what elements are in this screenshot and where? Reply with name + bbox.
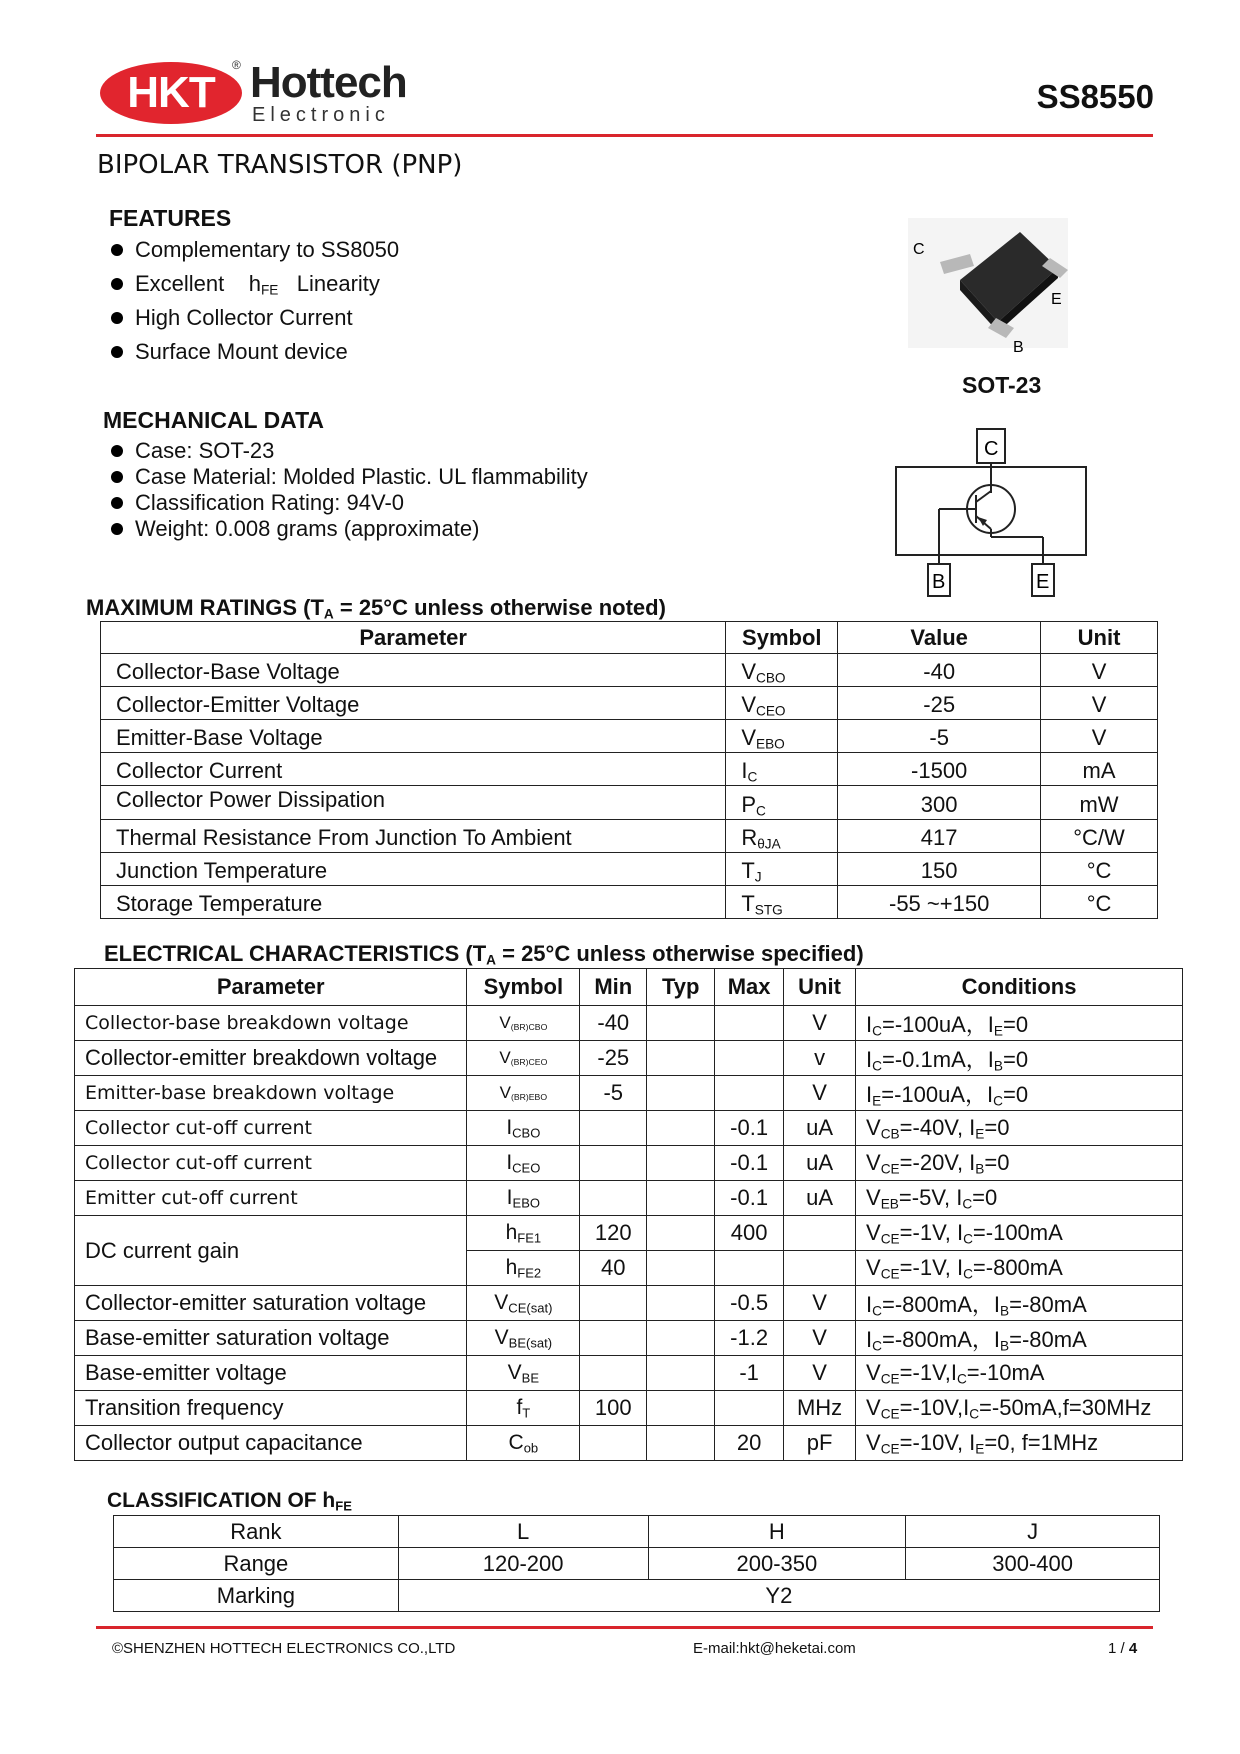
cell-typ <box>647 1216 715 1251</box>
cell-typ <box>647 1356 715 1391</box>
cell-unit: V <box>1041 687 1158 720</box>
cell-parameter: Collector cut-off current <box>75 1111 467 1146</box>
cell-value: 417 <box>838 820 1041 853</box>
cell-conditions: $V_{CE}=-1V$, $I_C=-800mA$ <box>856 1251 1183 1286</box>
cell-min: -40 <box>580 1006 647 1041</box>
cell-unit: MHz <box>784 1391 856 1426</box>
cell-symbol: $T_J$ <box>726 853 838 886</box>
table-row <box>101 753 1158 786</box>
cell-value: -40 <box>838 654 1041 687</box>
cell-symbol: $f_T$ <box>467 1391 580 1426</box>
cell-symbol: $V_{CBO}$ <box>726 654 838 687</box>
footer-divider <box>96 1626 1153 1629</box>
cell-max: -0.1 <box>715 1181 784 1216</box>
cell-typ <box>647 1286 715 1321</box>
table-row <box>114 1548 1160 1580</box>
cell-conditions: $V_{CB}=-40V$, $I_E=0$ <box>856 1111 1183 1146</box>
logo-subtitle: Electronic <box>252 104 390 126</box>
features-heading: FEATURES <box>109 205 232 231</box>
header-min: Min <box>580 969 647 1006</box>
table-row <box>75 1356 1183 1391</box>
hfe-classification-table <box>113 1515 1160 1612</box>
header-unit: Unit <box>1041 622 1158 654</box>
list-item: Complementary to SS8050 <box>103 233 803 267</box>
cell-conditions: $I_C=-0.1mA$，$I_B=0$ <box>856 1041 1183 1076</box>
cell-unit: V <box>784 1286 856 1321</box>
cell-conditions: $V_{CE}=-20V$, $I_B=0$ <box>856 1146 1183 1181</box>
header-conditions: Conditions <box>856 969 1183 1006</box>
cell-unit: V <box>784 1356 856 1391</box>
cell-typ <box>647 1321 715 1356</box>
cell-symbol: $h_{FE1}$ <box>467 1216 580 1251</box>
cell-parameter: Base-emitter saturation voltage <box>75 1321 467 1356</box>
cell-parameter: Collector-base breakdown voltage <box>75 1006 467 1041</box>
cell-unit: uA <box>784 1181 856 1216</box>
cell-parameter: Collector-Emitter Voltage <box>101 687 726 720</box>
cell-unit: uA <box>784 1146 856 1181</box>
footer-email: E-mail:hkt@heketai.com <box>693 1640 856 1657</box>
cell-marking: Y2 <box>398 1580 1159 1612</box>
table-row <box>75 1006 1183 1041</box>
table-row <box>101 886 1158 919</box>
header-parameter: Parameter <box>101 622 726 654</box>
cell-typ <box>647 1041 715 1076</box>
cell-parameter: Thermal Resistance From Junction To Ambient <box>101 820 726 853</box>
cell-label: Marking <box>114 1580 399 1612</box>
cell-min: 100 <box>580 1391 647 1426</box>
cell-conditions: $I_E=-100uA$，$I_C=0$ <box>856 1076 1183 1111</box>
cell-typ <box>647 1251 715 1286</box>
table-header-row <box>101 622 1158 654</box>
header-typ: Typ <box>647 969 715 1006</box>
cell-unit: °C <box>1041 853 1158 886</box>
cell-parameter: Junction Temperature <box>101 853 726 886</box>
cell-conditions: $I_C=-800mA$，$I_B=-80mA$ <box>856 1286 1183 1321</box>
part-number: SS8550 <box>1036 78 1154 115</box>
classification-heading: CLASSIFICATION OF $h_{FE}$ <box>107 1489 352 1514</box>
cell-parameter: Emitter-base breakdown voltage <box>75 1076 467 1111</box>
cell-typ <box>647 1111 715 1146</box>
table-row <box>101 786 1158 820</box>
table-row <box>75 1146 1183 1181</box>
cell-rank: L <box>398 1516 648 1548</box>
electrical-characteristics-table <box>74 968 1183 1461</box>
table-row <box>75 1041 1183 1076</box>
cell-conditions: $V_{EB}=-5V$, $I_C=0$ <box>856 1181 1183 1216</box>
cell-value: -1500 <box>838 753 1041 786</box>
cell-max <box>715 1006 784 1041</box>
cell-max <box>715 1041 784 1076</box>
cell-typ <box>647 1006 715 1041</box>
cell-unit: V <box>784 1006 856 1041</box>
cell-min <box>580 1286 647 1321</box>
header-symbol: Symbol <box>726 622 838 654</box>
list-item: Weight: 0.008 grams (approximate) <box>103 516 803 542</box>
pin-label-e: E <box>1051 291 1062 308</box>
header-symbol: Symbol <box>467 969 580 1006</box>
maximum-ratings-table <box>100 621 1158 919</box>
cell-parameter: Collector Current <box>101 753 726 786</box>
table-row <box>101 687 1158 720</box>
cell-max: -1 <box>715 1356 784 1391</box>
cell-rank: J <box>906 1516 1160 1548</box>
cell-range: 120-200 <box>398 1548 648 1580</box>
cell-value: -25 <box>838 687 1041 720</box>
cell-unit: V <box>1041 654 1158 687</box>
cell-label: Range <box>114 1548 399 1580</box>
cell-unit: V <box>1041 720 1158 753</box>
cell-parameter: Emitter-Base Voltage <box>101 720 726 753</box>
cell-symbol: $V_{(BR)CBO}$ <box>467 1006 580 1041</box>
table-header-row <box>75 969 1183 1006</box>
cell-unit: mW <box>1041 786 1158 820</box>
pin-label-c: C <box>913 241 925 258</box>
cell-max: -0.5 <box>715 1286 784 1321</box>
header-max: Max <box>715 969 784 1006</box>
cell-conditions: $I_C=-100uA$，$I_E=0$ <box>856 1006 1183 1041</box>
table-row <box>75 1426 1183 1461</box>
electrical-heading: ELECTRICAL CHARACTERISTICS ($T_A = 25^\circ C$ unless otherwise specified) <box>104 941 864 968</box>
header-value: Value <box>838 622 1041 654</box>
cell-unit <box>784 1251 856 1286</box>
cell-typ <box>647 1146 715 1181</box>
cell-symbol: $I_C$ <box>726 753 838 786</box>
cell-min: 40 <box>580 1251 647 1286</box>
features-list <box>103 233 803 369</box>
cell-value: -5 <box>838 720 1041 753</box>
header-unit: Unit <box>784 969 856 1006</box>
mechanical-list <box>103 438 803 542</box>
cell-symbol: $V_{BE(sat)}$ <box>467 1321 580 1356</box>
table-row <box>101 820 1158 853</box>
cell-symbol: $V_{(BR)CEO}$ <box>467 1041 580 1076</box>
cell-typ <box>647 1076 715 1111</box>
pnp-schematic-diagram <box>890 425 1100 600</box>
cell-parameter: Collector-emitter saturation voltage <box>75 1286 467 1321</box>
header-divider <box>96 134 1153 137</box>
logo-name: Hottech <box>250 58 407 107</box>
cell-value: 150 <box>838 853 1041 886</box>
cell-parameter: Emitter cut-off current <box>75 1181 467 1216</box>
cell-symbol: $h_{FE2}$ <box>467 1251 580 1286</box>
registered-mark: ® <box>232 58 241 72</box>
cell-max <box>715 1391 784 1426</box>
cell-conditions: $V_{CE}=-1V,I_C=-10mA$ <box>856 1356 1183 1391</box>
list-item: Case: SOT-23 <box>103 438 803 464</box>
cell-min: -25 <box>580 1041 647 1076</box>
cell-max: -0.1 <box>715 1111 784 1146</box>
cell-symbol: $I_{CEO}$ <box>467 1146 580 1181</box>
cell-symbol: $V_{CEO}$ <box>726 687 838 720</box>
cell-min: 120 <box>580 1216 647 1251</box>
schematic-pin-b: B <box>932 571 946 593</box>
cell-min <box>580 1111 647 1146</box>
cell-unit: °C <box>1041 886 1158 919</box>
table-row <box>75 1216 1183 1251</box>
list-item: High Collector Current <box>103 301 803 335</box>
cell-conditions: $V_{CE}=-10V$, $I_E=0$, f=1MHz <box>856 1426 1183 1461</box>
schematic-pin-c: C <box>984 438 999 460</box>
cell-typ <box>647 1181 715 1216</box>
cell-label: Rank <box>114 1516 399 1548</box>
cell-max: 400 <box>715 1216 784 1251</box>
table-row <box>114 1516 1160 1548</box>
cell-min <box>580 1321 647 1356</box>
table-row <box>114 1580 1160 1612</box>
cell-typ <box>647 1426 715 1461</box>
table-row <box>75 1286 1183 1321</box>
header-parameter: Parameter <box>75 969 467 1006</box>
cell-symbol: $V_{CE(sat)}$ <box>467 1286 580 1321</box>
page-number: 1 / 4 <box>1108 1640 1138 1657</box>
cell-conditions: $I_C=-800mA$，$I_B=-80mA$ <box>856 1321 1183 1356</box>
cell-value: 300 <box>838 786 1041 820</box>
table-row <box>75 1076 1183 1111</box>
cell-min <box>580 1356 647 1391</box>
cell-min <box>580 1426 647 1461</box>
cell-symbol: $T_{STG}$ <box>726 886 838 919</box>
footer-company: ©SHENZHEN HOTTECH ELECTRONICS CO.,LTD <box>112 1640 456 1657</box>
cell-unit: V <box>784 1321 856 1356</box>
cell-parameter: DC current gain <box>75 1216 467 1286</box>
cell-max: -0.1 <box>715 1146 784 1181</box>
list-item: Surface Mount device <box>103 335 803 369</box>
table-row <box>101 853 1158 886</box>
cell-typ <box>647 1391 715 1426</box>
cell-conditions: $V_{CE}=-1V$, $I_C=-100mA$ <box>856 1216 1183 1251</box>
cell-unit: pF <box>784 1426 856 1461</box>
list-item: Classification Rating: 94V-0 <box>103 490 803 516</box>
cell-unit: °C/W <box>1041 820 1158 853</box>
pin-label-b: B <box>1013 339 1024 356</box>
cell-unit <box>784 1216 856 1251</box>
cell-symbol: $V_{EBO}$ <box>726 720 838 753</box>
cell-conditions: $V_{CE}=-10V,I_C=-50mA,f=30MHz$ <box>856 1391 1183 1426</box>
cell-symbol: $I_{EBO}$ <box>467 1181 580 1216</box>
table-row <box>75 1391 1183 1426</box>
table-row <box>101 654 1158 687</box>
cell-unit: v <box>784 1041 856 1076</box>
sot23-package-image <box>900 210 1080 360</box>
hkt-logo-mark: HKT <box>100 62 242 124</box>
cell-parameter: Collector cut-off current <box>75 1146 467 1181</box>
cell-parameter: Transition frequency <box>75 1391 467 1426</box>
cell-max: 20 <box>715 1426 784 1461</box>
mechanical-heading: MECHANICAL DATA <box>103 407 325 433</box>
cell-unit: V <box>784 1076 856 1111</box>
schematic-pin-e: E <box>1036 571 1050 593</box>
table-row <box>75 1111 1183 1146</box>
cell-rank: H <box>648 1516 906 1548</box>
cell-range: 300-400 <box>906 1548 1160 1580</box>
list-item: Case Material: Molded Plastic. UL flammability <box>103 464 803 490</box>
cell-parameter: Collector output capacitance <box>75 1426 467 1461</box>
cell-symbol: $R_{\theta JA}$ <box>726 820 838 853</box>
cell-max: -1.2 <box>715 1321 784 1356</box>
cell-parameter: Collector-emitter breakdown voltage <box>75 1041 467 1076</box>
table-row <box>75 1181 1183 1216</box>
cell-parameter: Collector Power Dissipation <box>101 786 726 820</box>
cell-min: -5 <box>580 1076 647 1111</box>
cell-value: -55 ~+150 <box>838 886 1041 919</box>
cell-range: 200-350 <box>648 1548 906 1580</box>
cell-unit: mA <box>1041 753 1158 786</box>
cell-max <box>715 1076 784 1111</box>
cell-symbol: $P_C$ <box>726 786 838 820</box>
cell-parameter: Collector-Base Voltage <box>101 654 726 687</box>
list-item: Excellent $h_{FE}$ Linearity <box>103 267 803 301</box>
cell-min <box>580 1181 647 1216</box>
cell-parameter: Base-emitter voltage <box>75 1356 467 1391</box>
max-ratings-heading: MAXIMUM RATINGS ($T_A = 25^\circ C$ unless otherwise noted) <box>86 595 666 622</box>
cell-symbol: $V_{BE}$ <box>467 1356 580 1391</box>
table-row <box>75 1321 1183 1356</box>
cell-parameter: Storage Temperature <box>101 886 726 919</box>
cell-symbol: $V_{(BR)EBO}$ <box>467 1076 580 1111</box>
cell-unit: uA <box>784 1111 856 1146</box>
page-subtitle: BIPOLAR TRANSISTOR (PNP) <box>97 150 463 180</box>
cell-symbol: $I_{CBO}$ <box>467 1111 580 1146</box>
cell-symbol: $C_{ob}$ <box>467 1426 580 1461</box>
table-row <box>101 720 1158 753</box>
package-name: SOT-23 <box>962 372 1042 398</box>
cell-min <box>580 1146 647 1181</box>
cell-max <box>715 1251 784 1286</box>
